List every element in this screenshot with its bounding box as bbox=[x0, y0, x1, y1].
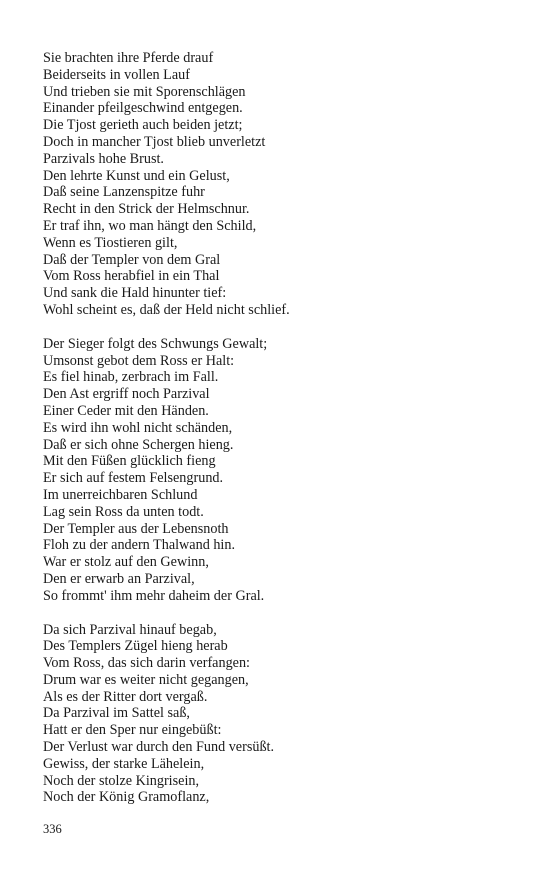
page-number: 336 bbox=[43, 822, 62, 836]
verse-line: Beiderseits in vollen Lauf bbox=[43, 66, 190, 83]
verse-line: Im unerreichbaren Schlund bbox=[43, 486, 198, 503]
verse-line: Es fiel hinab, zerbrach im Fall. bbox=[43, 369, 219, 386]
verse-line: Der Verlust war durch den Fund versüßt. bbox=[43, 739, 275, 756]
verse-line: Wohl scheint es, daß der Held nicht schlief. bbox=[43, 301, 290, 318]
verse-line: Da sich Parzival hinauf begab, bbox=[43, 621, 217, 638]
verse-line: Er sich auf festem Felsengrund. bbox=[43, 470, 224, 487]
verse-line: Mit den Füßen glücklich fieng bbox=[43, 453, 216, 470]
verse-line: Der Sieger folgt des Schwungs Gewalt; bbox=[43, 335, 268, 352]
verse-line: Noch der stolze Kingrisein, bbox=[43, 772, 200, 789]
verse-line: Umsonst gebot dem Ross er Halt: bbox=[43, 352, 235, 369]
verse-line: Und trieben sie mit Sporenschlägen bbox=[43, 83, 246, 100]
verse-line: Einer Ceder mit den Händen. bbox=[43, 402, 209, 419]
verse-line: Sie brachten ihre Pferde drauf bbox=[43, 50, 214, 66]
verse-line: Die Tjost gerieth auch beiden jetzt; bbox=[43, 117, 243, 134]
verse-line: Doch in mancher Tjost blieb unverletzt bbox=[43, 133, 266, 150]
verse-line: Noch der König Gramoflanz, bbox=[43, 789, 210, 806]
verse-line: Des Templers Zügel hieng herab bbox=[43, 638, 228, 655]
verse-line: Und sank die Hald hinunter tief: bbox=[43, 285, 227, 302]
verse-line: Floh zu der andern Thalwand hin. bbox=[43, 537, 236, 554]
verse-line: Es wird ihn wohl nicht schänden, bbox=[43, 419, 233, 436]
stanza bbox=[43, 622, 513, 807]
verse-line: Parzivals hohe Brust. bbox=[43, 150, 164, 167]
verse-line: Den er erwarb an Parzival, bbox=[43, 570, 195, 587]
verse-line: Da Parzival im Sattel saß, bbox=[43, 705, 190, 722]
verse-line: Den Ast ergriff noch Parzival bbox=[43, 386, 210, 403]
verse-line: Gewiss, der starke Lähelein, bbox=[43, 755, 205, 772]
verse-line: Daß er sich ohne Schergen hieng. bbox=[43, 436, 234, 453]
verse-line: Er traf ihn, wo man hängt den Schild, bbox=[43, 217, 257, 234]
stanza bbox=[43, 336, 513, 605]
verse-line: Hatt er den Sper nur eingebüßt: bbox=[43, 722, 222, 739]
verse-line: Drum war es weiter nicht gegangen, bbox=[43, 671, 249, 688]
verse-line: Vom Ross, das sich darin verfangen: bbox=[43, 655, 250, 672]
verse-line: Lag sein Ross da unten todt. bbox=[43, 503, 204, 520]
verse-line: Daß seine Lanzenspitze fuhr bbox=[43, 184, 205, 201]
verse-line: Daß der Templer von dem Gral bbox=[43, 251, 221, 268]
verse-line: Wenn es Tiostieren gilt, bbox=[43, 234, 178, 251]
verse-line: War er stolz auf den Gewinn, bbox=[43, 554, 209, 571]
verse-line: So frommt' ihm mehr daheim der Gral. bbox=[43, 587, 265, 604]
verse-line: Als es der Ritter dort vergaß. bbox=[43, 688, 208, 705]
verse-line: Den lehrte Kunst und ein Gelust, bbox=[43, 167, 230, 184]
verse-line: Recht in den Strick der Helmschnur. bbox=[43, 201, 250, 218]
verse-line: Vom Ross herabfiel in ein Thal bbox=[43, 268, 220, 285]
poem-text bbox=[43, 50, 513, 823]
stanza bbox=[43, 50, 513, 319]
verse-line: Der Templer aus der Lebensnoth bbox=[43, 520, 229, 537]
verse-line: Einander pfeilgeschwind entgegen. bbox=[43, 100, 243, 117]
